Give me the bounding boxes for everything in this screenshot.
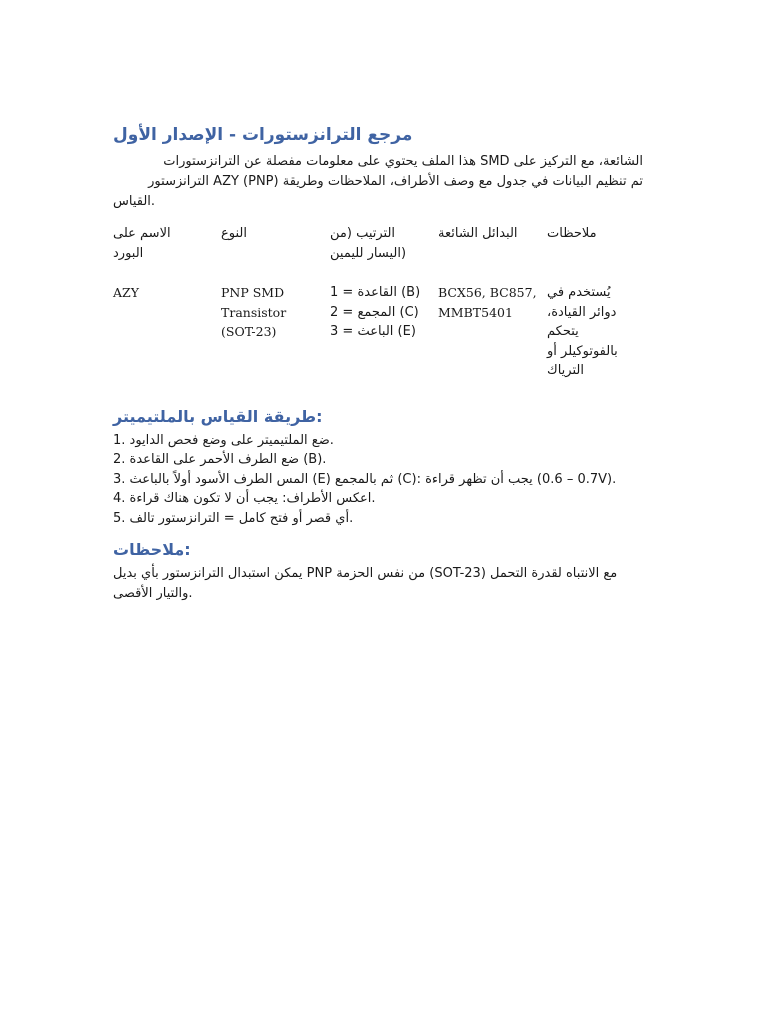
header-text: البورد bbox=[113, 245, 144, 261]
document-title: مرجع الترانزستورات - الإصدار الأول bbox=[113, 125, 413, 145]
list-item: 4. اعكس الأطراف: يجب أن لا تكون هناك قراءة. bbox=[113, 491, 376, 506]
list-item: 5. أي قصر أو فتح كامل = الترانزستور تالف. bbox=[113, 510, 354, 526]
cell-text: دوائر القيادة، bbox=[547, 304, 617, 320]
list-item: 1. ضع الملتيميتر على وضع فحص الدايود. bbox=[113, 432, 334, 448]
cell-board-name bbox=[113, 283, 221, 381]
cell-pinout bbox=[330, 283, 438, 381]
notes-paragraph bbox=[113, 564, 643, 604]
cell-notes bbox=[547, 283, 643, 381]
intro-line: الشائعة، مع التركيز على SMD هذا الملف يحتوي على معلومات مفصلة عن الترانزستورات bbox=[163, 154, 643, 169]
header-text: الترتيب (من bbox=[330, 226, 396, 241]
header-text: النوع bbox=[221, 226, 247, 241]
measurement-heading: طريقة القياس بالملتيميتر: bbox=[113, 406, 323, 426]
cell-text: 1 = القاعدة (B) bbox=[330, 285, 421, 300]
notes-heading: ملاحظات: bbox=[113, 540, 191, 559]
table-row bbox=[113, 283, 643, 381]
cell-text: 3 = الباعث (E) bbox=[330, 324, 416, 339]
cell-text: BCX56, BC857, bbox=[438, 285, 537, 300]
header-text: الاسم على bbox=[113, 226, 171, 241]
cell-text: يُستخدم في bbox=[547, 285, 611, 300]
cell-text: يتحكم bbox=[547, 324, 579, 339]
cell-type bbox=[221, 283, 330, 381]
notes-line: يمكن استبدال الترانزستور بأي بديل PNP من نفس الحزمة (SOT-23) مع الانتباه لقدرة التحمل bbox=[113, 566, 618, 581]
cell-text: (SOT-23) bbox=[221, 324, 277, 339]
cell-text: MMBT5401 bbox=[438, 304, 513, 320]
header-pinout bbox=[330, 224, 438, 283]
notes-line: والتيار الأقصى. bbox=[113, 586, 193, 601]
intro-line: القياس. bbox=[113, 194, 156, 209]
intro-paragraph bbox=[113, 152, 643, 212]
cell-text: PNP SMD bbox=[221, 285, 285, 300]
header-text: ملاحظات bbox=[547, 226, 597, 241]
header-notes bbox=[547, 224, 643, 283]
header-alternatives bbox=[438, 224, 547, 283]
table-header-row bbox=[113, 224, 643, 283]
intro-line: تم تنظيم البيانات في جدول مع وصف الأطراف، الملاحظات وطريقة AZY (PNP) الترانزستور bbox=[148, 174, 643, 189]
document-page bbox=[113, 118, 643, 604]
header-text: البدائل الشائعة bbox=[438, 226, 518, 241]
cell-text: 2 = المجمع (C) bbox=[330, 304, 419, 320]
cell-text: بالفوتوكيلر أو bbox=[547, 343, 618, 359]
cell-alternatives bbox=[438, 283, 547, 381]
cell-text: Transistor bbox=[221, 304, 287, 320]
cell-text: AZY bbox=[113, 285, 139, 300]
cell-text: الترياك bbox=[547, 363, 584, 378]
header-type bbox=[221, 224, 330, 283]
list-item: 2. ضع الطرف الأحمر على القاعدة (B). bbox=[113, 452, 327, 467]
list-item: 3. المس الطرف الأسود أولاً بالباعث (E) ثم بالمجمع (C): يجب أن تظهر قراءة (0.7 – 0.6V). bbox=[113, 471, 617, 487]
transistor-table bbox=[113, 224, 643, 381]
header-board-name bbox=[113, 224, 221, 283]
measurement-steps bbox=[113, 431, 643, 529]
header-text: اليسار لليمين) bbox=[330, 245, 407, 261]
